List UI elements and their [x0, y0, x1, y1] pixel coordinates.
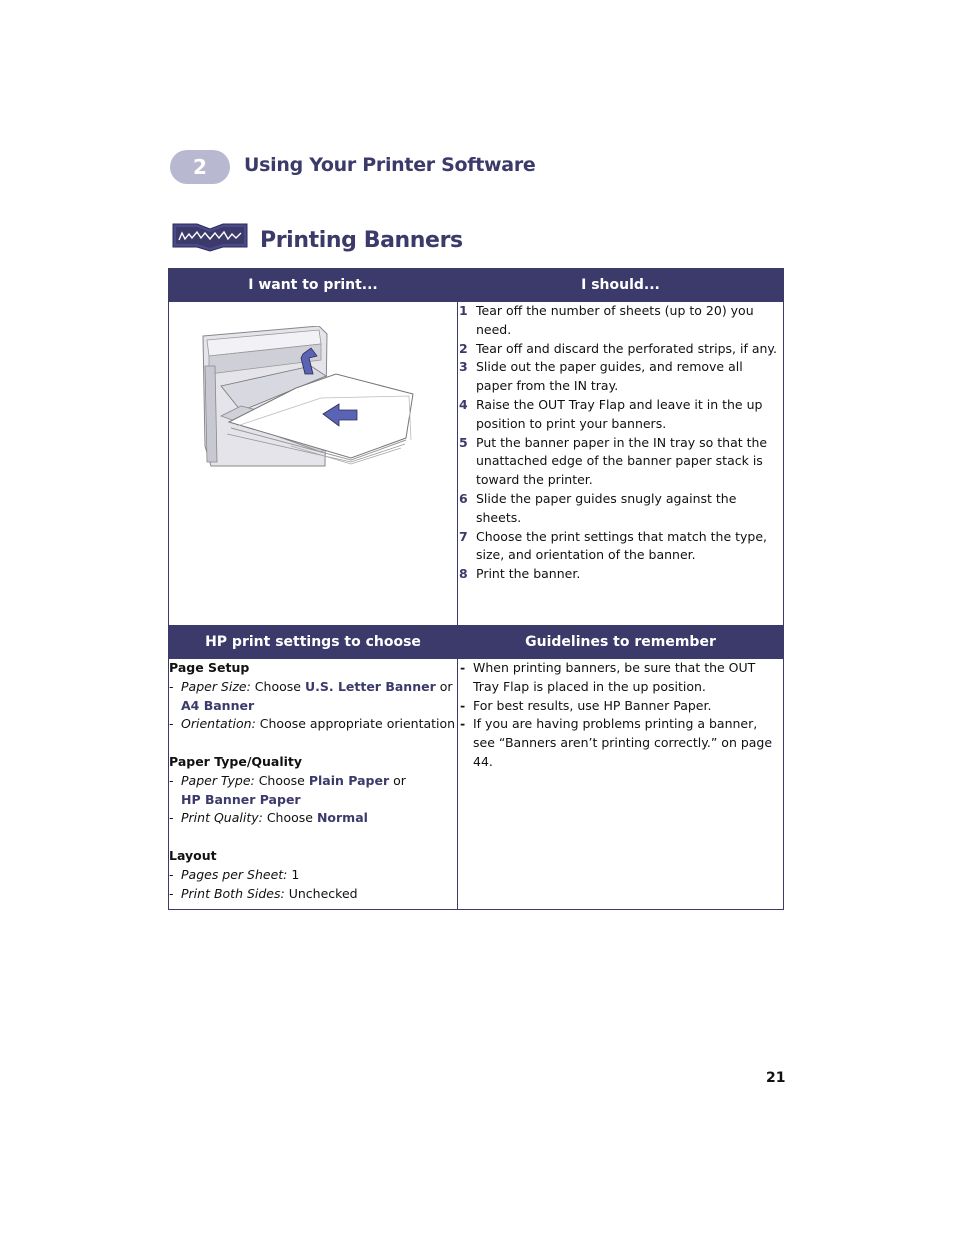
settings-row [169, 659, 784, 910]
step-number: 5 [459, 434, 468, 450]
setting-label: Paper Type: [181, 772, 255, 788]
step-text: Slide out the paper guides, and remove all paper from the IN tray. [476, 359, 743, 394]
step-number: 6 [459, 490, 468, 506]
setting-text: 1 [291, 866, 300, 882]
setting-value: A4 Banner [181, 697, 255, 713]
guideline-text: For best results, use HP Banner Paper. [473, 697, 712, 713]
list-item: - When printing banners, be sure that the OUT Tray Flap is placed in the up position. [458, 659, 783, 697]
list-item: - Orientation: Choose appropriate orientation [169, 716, 456, 732]
setting-text: or [393, 772, 406, 788]
step-text: Tear off and discard the perforated strips, if any. [476, 340, 778, 356]
banner-icon [171, 220, 249, 252]
setting-text: Unchecked [288, 885, 358, 901]
list-item: - Pages per Sheet: 1 [169, 866, 300, 882]
list-item [458, 490, 783, 528]
list-item: - Paper Type: Choose Plain Paper or HP Banner Paper [169, 772, 406, 807]
setting-text: or [439, 678, 453, 694]
table-header-row [169, 269, 784, 302]
list-item: - Print Quality: Choose Normal [169, 810, 368, 826]
list-item [458, 358, 783, 396]
steps-row [169, 302, 784, 626]
list-item: - For best results, use HP Banner Paper. [458, 697, 783, 716]
step-number: 1 [459, 303, 468, 318]
page-title: Printing Banners [260, 228, 463, 253]
step-text: Print the banner. [476, 566, 581, 582]
setting-label: Print Quality: [181, 810, 263, 826]
list-item [458, 396, 783, 434]
setting-text: Choose [266, 810, 313, 826]
list-item: - Print Both Sides: Unchecked [169, 885, 358, 901]
header-i-should: I should... [458, 269, 784, 302]
table-header-row-2 [169, 626, 784, 659]
chapter-title: Using Your Printer Software [244, 154, 536, 176]
setting-label: Print Both Sides: [181, 885, 285, 901]
list-item: - If you are having problems printing a banner, see “Banners aren’t printing correctly.” on page 44. [458, 715, 783, 771]
setting-text: Choose [254, 678, 301, 694]
guideline-text: When printing banners, be sure that the OUT Tray Flap is placed in the up position. [473, 660, 756, 694]
list-item [458, 528, 783, 566]
step-number: 8 [459, 566, 468, 582]
section-heading-page-setup: Page Setup [169, 660, 250, 675]
setting-text: Choose [258, 772, 305, 788]
step-number: 7 [459, 528, 468, 544]
setting-value: U.S. Letter Banner [304, 678, 436, 694]
printer-banner-illustration [201, 326, 431, 476]
step-number: 2 [459, 340, 468, 356]
page-number: 21 [766, 1070, 786, 1086]
setting-text: Choose appropriate orientation [259, 716, 456, 732]
steps-list [458, 302, 784, 626]
step-text: Tear off the number of sheets (up to 20) you need. [476, 303, 754, 337]
header-i-want-to-print: I want to print... [169, 269, 458, 302]
chapter-number-badge: 2 [170, 150, 230, 184]
step-text: Slide the paper guides snugly against the sheets. [476, 490, 737, 525]
setting-value: HP Banner Paper [181, 791, 301, 807]
header-guidelines: Guidelines to remember [458, 626, 784, 659]
guideline-text: If you are having problems printing a banner, see “Banners aren’t printing correctly.” on page 44. [473, 716, 773, 769]
step-text: Put the banner paper in the IN tray so that the unattached edge of the banner paper stack is toward the printer. [476, 434, 768, 488]
step-number: 3 [459, 359, 468, 375]
header-hp-print-settings: HP print settings to choose [169, 626, 458, 659]
step-text: Raise the OUT Tray Flap and leave it in the up position to print your banners. [476, 396, 763, 431]
list-item: - Paper Size: Choose U.S. Letter Banner or A4 Banner [169, 678, 453, 713]
setting-value: Normal [316, 810, 368, 826]
list-item [458, 434, 783, 490]
step-text: Choose the print settings that match the type, size, and orientation of the banner. [476, 528, 768, 563]
step-number: 4 [459, 396, 468, 412]
illustration-cell [169, 302, 458, 626]
list-item [458, 340, 783, 359]
settings-cell [169, 659, 458, 910]
list-item [458, 565, 783, 584]
section-heading-paper-type-quality: Paper Type/Quality [169, 753, 303, 769]
list-item [458, 302, 783, 340]
setting-label: Paper Size: [181, 678, 251, 694]
setting-label: Pages per Sheet: [181, 866, 288, 882]
guidelines-list [458, 659, 784, 910]
section-heading-layout: Layout [169, 847, 217, 863]
instructions-table [168, 268, 784, 910]
setting-value: Plain Paper [308, 772, 390, 788]
setting-label: Orientation: [181, 716, 256, 732]
